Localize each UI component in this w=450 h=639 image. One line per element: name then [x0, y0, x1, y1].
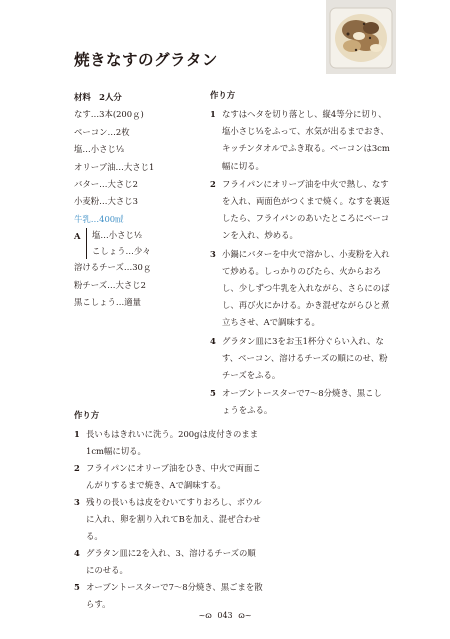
step-number: 4	[74, 548, 80, 559]
ingredient-item: 塩…小さじ½	[92, 230, 142, 241]
method-step	[210, 106, 390, 175]
step-text: フライパンにオリーブ油を中火で熱し、なすを入れ、両面色がつくまで焼く。なすを裏返したら、フライパンのあいたところにベーコンを入れ、炒める。	[222, 178, 390, 241]
method-heading: 作り方	[210, 90, 236, 100]
ingredient-item-milk: 牛乳…400㎖	[74, 213, 124, 224]
step-number: 2	[210, 178, 216, 189]
gratin-photo	[326, 0, 396, 74]
method-step	[74, 426, 264, 460]
method-step	[74, 579, 264, 613]
ingredients-list	[74, 89, 204, 312]
step-number: 2	[74, 463, 80, 474]
ingredient-item: ベーコン…2枚	[74, 126, 130, 137]
ingredient-item: 溶けるチーズ…30ｇ	[74, 262, 152, 273]
ingredient-item: 黒こしょう…適量	[74, 297, 141, 308]
group-items	[86, 228, 151, 259]
method-section-2	[74, 407, 264, 613]
page-number: 043	[217, 610, 233, 620]
step-text: フライパンにオリーブ油をひき、中火で両面こんがりするまで焼き、Aで調味する。	[86, 463, 261, 490]
method-step	[74, 460, 264, 494]
ingredient-item: 塩…小さじ⅓	[74, 144, 124, 155]
step-text: 残りの長いもは皮をむいてすりおろし、ボウルに入れ、卵を割り入れてBを加え、混ぜ合わせる。	[86, 497, 262, 541]
step-text: 長いもはきれいに洗う。200gは皮付きのまま1cm幅に切る。	[86, 429, 259, 456]
left-ornament-icon: ~ɷ	[198, 610, 212, 620]
ingredients-heading: 材料 2人分	[74, 92, 122, 102]
step-number: 1	[74, 429, 80, 439]
group-label: A	[74, 231, 81, 242]
step-number: 3	[74, 497, 80, 508]
ingredient-item: バター…大さじ2	[74, 179, 138, 190]
ingredient-group-a	[74, 228, 204, 259]
step-text: なすはヘタを切り落とし、縦4等分に切り、塩小さじ⅓をふって、水気が出るまでおき、キッチンタオルでふき取る。ベーコンは3cm幅に切る。	[222, 109, 390, 171]
ingredient-item: オリーブ油…大さじ1	[74, 161, 155, 172]
step-number: 5	[210, 388, 216, 399]
ingredient-item: こしょう…少々	[92, 245, 151, 256]
right-ornament-icon: ɷ~	[238, 610, 252, 620]
page-footer	[0, 610, 450, 620]
ingredient-item: 小麦粉…大さじ3	[74, 196, 138, 207]
step-text: オーブントースターで7～8分焼き、黒こしょうをふる。	[222, 388, 382, 416]
page-title: 焼きなすのグラタン	[74, 50, 218, 69]
method-step	[210, 246, 390, 332]
method-step	[210, 333, 390, 385]
step-number: 4	[210, 335, 216, 346]
step-text: グラタン皿に2を入れ、3、溶けるチーズの順にのせる。	[86, 548, 256, 575]
step-number: 1	[210, 109, 216, 119]
ingredient-item: なす…3本(200ｇ)	[74, 109, 144, 120]
method-step	[74, 494, 264, 544]
method-step	[210, 176, 390, 245]
method-section	[210, 87, 390, 421]
step-text: 小鍋にバターを中火で溶かし、小麦粉を入れて炒める。しっかりのびたら、火からおろし、少しずつ牛乳を入れながら、さらにのばし、再び火にかける。かき混ぜながらひと煮立ちさせ、Aで調味する。	[222, 248, 390, 328]
step-text: グラタン皿に3をお玉1杯分ぐらい入れ、なす、ベーコン、溶けるチーズの順にのせ、粉チーズをふる。	[222, 335, 388, 381]
step-number: 3	[210, 248, 216, 259]
ingredient-item: 粉チーズ…大さじ2	[74, 279, 146, 290]
method-heading-2: 作り方	[74, 410, 100, 420]
step-number: 5	[74, 582, 80, 593]
method-step	[74, 545, 264, 579]
step-text: オーブントースターで7～8分焼き、黒ごまを散らす。	[86, 582, 263, 609]
